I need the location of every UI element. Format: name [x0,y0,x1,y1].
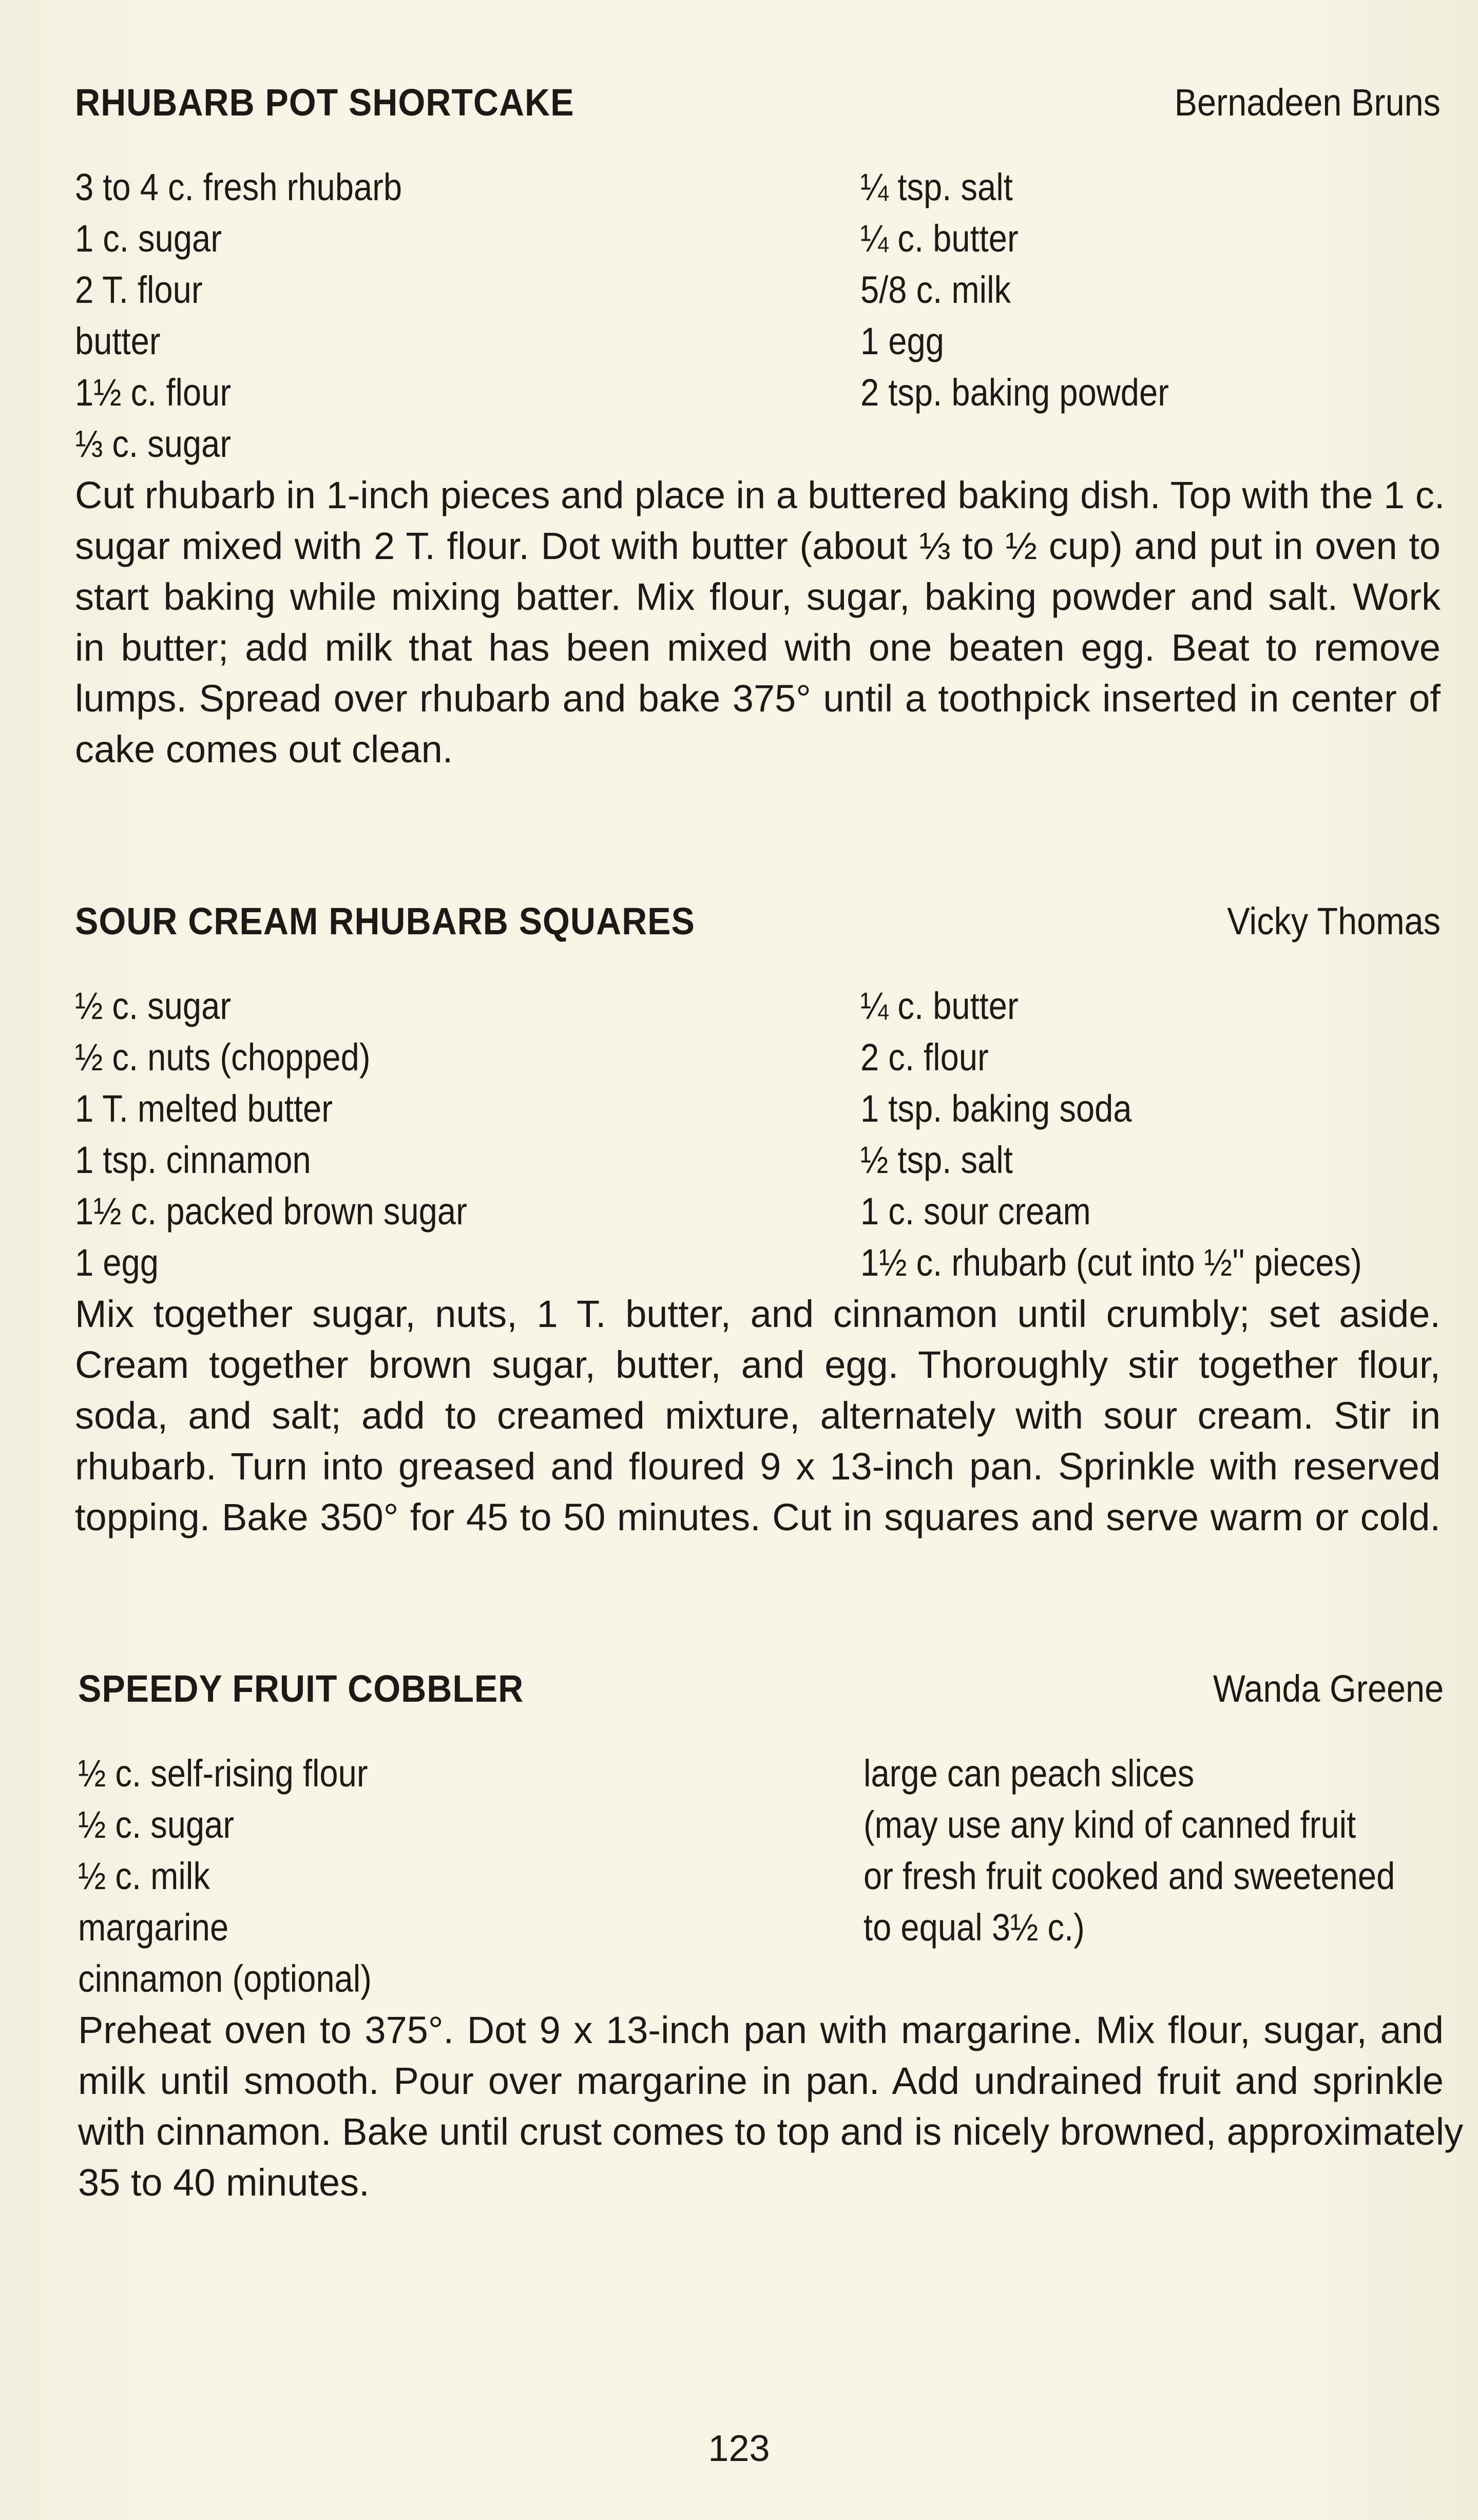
recipe-title: SOUR CREAM RHUBARB SQUARES [75,900,695,942]
ingredient-item: ½ c. sugar [75,985,232,1027]
recipe-author: Wanda Greene [1213,1667,1444,1710]
recipe-author: Vicky Thomas [1227,900,1441,942]
ingredient-item: 3 to 4 c. fresh rhubarb [75,166,402,208]
recipe-title: RHUBARB POT SHORTCAKE [75,81,574,124]
ingredient-item: ½ tsp. salt [860,1139,1013,1181]
ingredient-item: cinnamon (optional) [78,1957,372,2000]
ingredient-item: 2 c. flour [860,1036,989,1079]
ingredient-column-left [75,980,521,1288]
ingredient-item: 1 egg [75,1241,159,1284]
ingredient-item: 2 T. flour [75,268,203,311]
ingredient-item: (may use any kind of canned fruit [863,1803,1356,1846]
directions-line: rhubarb. Turn into greased and floured 9 x 13-inch pan. Sprinkle with reserved [75,1445,1441,1488]
directions-line: Cream together brown sugar, butter, and egg. Thoroughly stir together flour, [75,1343,1441,1386]
directions-line: Mix together sugar, nuts, 1 T. butter, and cinnamon until crumbly; set aside. [75,1293,1441,1335]
ingredient-item: ½ c. sugar [78,1803,235,1846]
ingredient-item: ¼ c. butter [860,985,1019,1027]
ingredient-column-left [75,162,447,470]
ingredient-item: 1 egg [860,320,944,362]
ingredient-item: to equal 3½ c.) [863,1906,1085,1949]
ingredient-item: margarine [78,1906,229,1949]
directions-line: Cut rhubarb in 1-inch pieces and place in a buttered baking dish. Top with the 1 c. [75,474,1445,516]
recipe-header [75,80,1441,126]
ingredient-column-right [863,1748,1467,1953]
ingredient-item: ½ c. milk [78,1855,210,1897]
ingredient-item: ½ c. nuts (chopped) [75,1036,371,1079]
recipe-sour-cream-rhubarb-squares [75,898,1441,1538]
directions-line: start baking while mixing batter. Mix flour, sugar, baking powder and salt. Work [75,575,1441,618]
ingredient-item: 1½ c. rhubarb (cut into ½'' pieces) [860,1241,1362,1284]
directions-line: with cinnamon. Bake until crust comes to top and is nicely browned, approximately [78,2110,1464,2153]
recipe-header [78,1666,1444,1712]
directions-line: lumps. Spread over rhubarb and bake 375° until a toothpick inserted in center of [75,677,1441,720]
ingredient-item: 1½ c. flour [75,371,232,414]
ingredient-column-right [860,162,1211,418]
ingredient-item: ¼ c. butter [860,217,1019,260]
directions-line: Preheat oven to 375°. Dot 9 x 13-inch pan with margarine. Mix flour, sugar, and [78,2009,1444,2051]
recipe-speedy-fruit-cobbler [78,1666,1464,2204]
ingredient-list [75,162,1441,470]
ingredient-item: 2 tsp. baking powder [860,371,1169,414]
directions-line: sugar mixed with 2 T. flour. Dot with butter (about ⅓ to ½ cup) and put in oven to [75,525,1441,567]
ingredient-item: 1 c. sour cream [860,1190,1091,1233]
ingredient-list [78,1748,1444,2005]
ingredient-item: large can peach slices [863,1752,1195,1795]
ingredient-item: 5/8 c. milk [860,268,1011,311]
recipe-author: Bernadeen Bruns [1174,81,1441,124]
recipe-title: SPEEDY FRUIT COBBLER [78,1667,524,1710]
directions-line: soda, and salt; add to creamed mixture, alternately with sour cream. Stir in [75,1394,1441,1437]
ingredient-item: ½ c. self-rising flour [78,1752,368,1795]
page-number: 123 [708,2428,770,2469]
recipe-directions [75,1288,1441,1543]
ingredient-item: 1½ c. packed brown sugar [75,1190,467,1233]
directions-line: topping. Bake 350° for 45 to 50 minutes. Cut in squares and serve warm or cold. [75,1496,1441,1538]
ingredient-list [75,980,1441,1288]
directions-line: milk until smooth. Pour over margarine in pan. Add undrained fruit and sprinkle [78,2060,1444,2102]
ingredient-item: 1 c. sugar [75,217,222,260]
ingredient-column-left [78,1748,412,2005]
ingredient-item: ¼ tsp. salt [860,166,1013,208]
ingredient-item: or fresh fruit cooked and sweetened [863,1855,1395,1897]
ingredient-item: 1 T. melted butter [75,1087,333,1130]
directions-line: cake comes out clean. [75,728,453,771]
directions-line: 35 to 40 minutes. [78,2161,370,2204]
ingredient-item: 1 tsp. baking soda [860,1087,1132,1130]
ingredient-column-right [860,980,1430,1288]
ingredient-item: 1 tsp. cinnamon [75,1139,311,1181]
directions-line: in butter; add milk that has been mixed with one beaten egg. Beat to remove [75,626,1441,669]
ingredient-item: ⅓ c. sugar [75,422,232,465]
recipe-directions [78,2005,1464,2208]
recipe-header [75,898,1441,945]
recipe-rhubarb-pot-shortcake [75,80,1445,771]
recipe-directions [75,470,1445,775]
ingredient-item: butter [75,320,161,362]
